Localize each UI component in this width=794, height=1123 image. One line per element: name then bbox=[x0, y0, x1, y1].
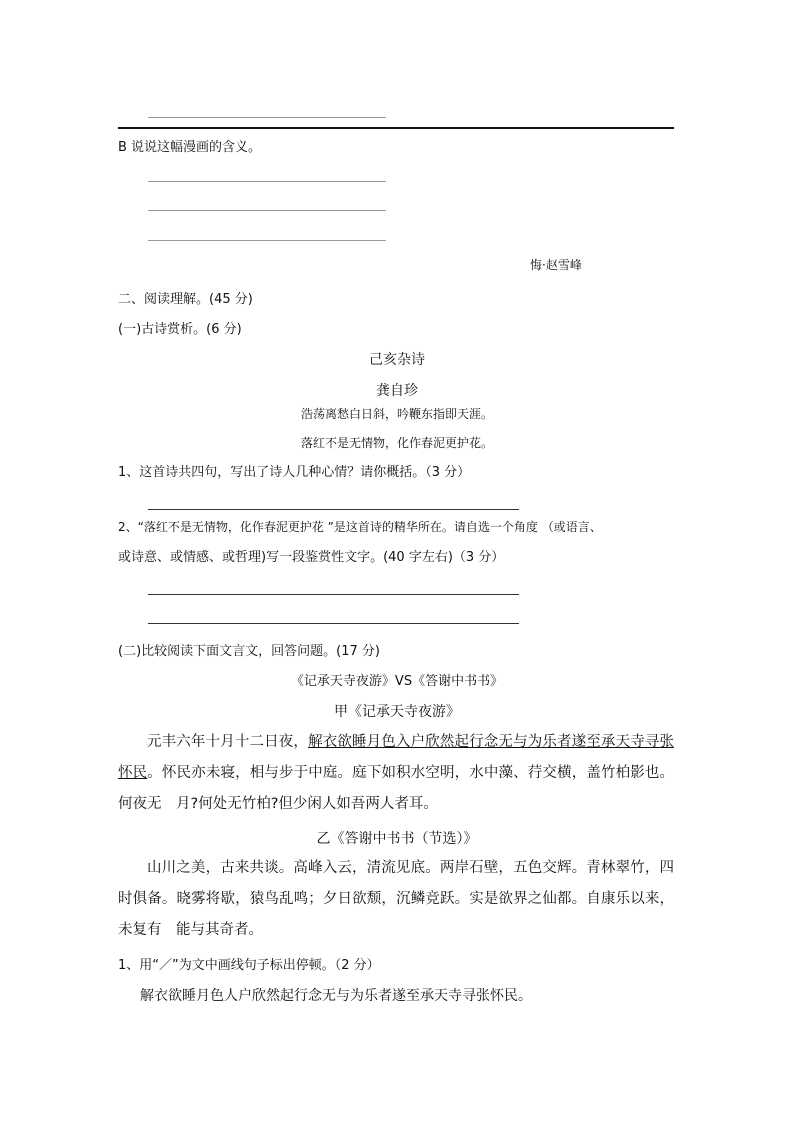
answer-line bbox=[148, 240, 386, 241]
question-1: 1、这首诗共四句，写出了诗人几种心情？请你概括。（3 分） bbox=[118, 465, 471, 480]
text-b-body: 山川之美，古来共谈。高峰入云，清流见底。两岸石壁，五色交辉。青林翠竹，四时俱备。晓雾将歇，猿鸟乱鸣；夕日欲颓，沉鳞竞跃。实是欲界之仙都。自康乐以来，未复有 能与其奇者。 bbox=[118, 860, 674, 938]
question-b: B 说说这幅漫画的含义。 bbox=[118, 140, 262, 155]
text-b-title: 乙《答谢中书书（节选）》 bbox=[316, 831, 478, 847]
text-a-pre: 元丰六年十月十二日夜， bbox=[147, 734, 309, 750]
section-divider bbox=[118, 127, 674, 129]
answer-line bbox=[148, 623, 519, 624]
text-a-body bbox=[118, 727, 674, 820]
answer-line bbox=[148, 210, 386, 211]
question-2-line2: 或诗意、或情感、或哲理)写一段鉴赏性文字。(40 字左右)（3 分） bbox=[118, 550, 505, 565]
answer-line bbox=[148, 117, 386, 118]
underlined-sentence: 解衣欲睡月色入户欣然起行念无与为乐者遂至承天寺寻张怀民 bbox=[118, 734, 675, 781]
poem-author: 龚自珍 bbox=[376, 383, 418, 399]
text-a-post: 。怀民亦未寝，相与步于中庭。庭下如积水空明，水中藻、荇交横，盖竹柏影也。何夜无 月?何处无竹柏?但少闲人如吾两人者耳。 bbox=[118, 765, 675, 812]
poem-line: 落红不是无情物，化作春泥更护花。 bbox=[300, 436, 493, 450]
subsection-heading: (二)比较阅读下面文言文，回答问题。(17 分) bbox=[118, 644, 380, 659]
comparison-title: 《记承天寺夜游》VS《答谢中书书》 bbox=[290, 674, 504, 689]
answer-line bbox=[148, 594, 519, 595]
poem-title: 己亥杂诗 bbox=[369, 352, 425, 368]
question-3-sentence: 解衣欲睡月色人户欣然起行念无与为乐者遂至承天寺寻张怀民。 bbox=[140, 988, 532, 1004]
poem-line: 浩荡离愁白日斜，吟鞭东指即天涯。 bbox=[300, 407, 493, 421]
answer-line bbox=[148, 181, 386, 182]
question-2-line1: 2、“落红不是无情物，化作春泥更护花 ”是这首诗的精华所在。请自选一个角度 （或语言、 bbox=[118, 520, 602, 534]
subsection-heading: (一)古诗赏析。(6 分) bbox=[118, 322, 242, 337]
author-credit: 悔·赵雪峰 bbox=[530, 258, 582, 272]
answer-line bbox=[148, 509, 519, 510]
section-heading: 二、阅读理解。(45 分) bbox=[118, 292, 253, 307]
text-a-title: 甲《记承天寺夜游》 bbox=[334, 704, 460, 720]
question-3: 1、用“／”为文中画线句子标出停顿。（2 分） bbox=[118, 958, 380, 973]
